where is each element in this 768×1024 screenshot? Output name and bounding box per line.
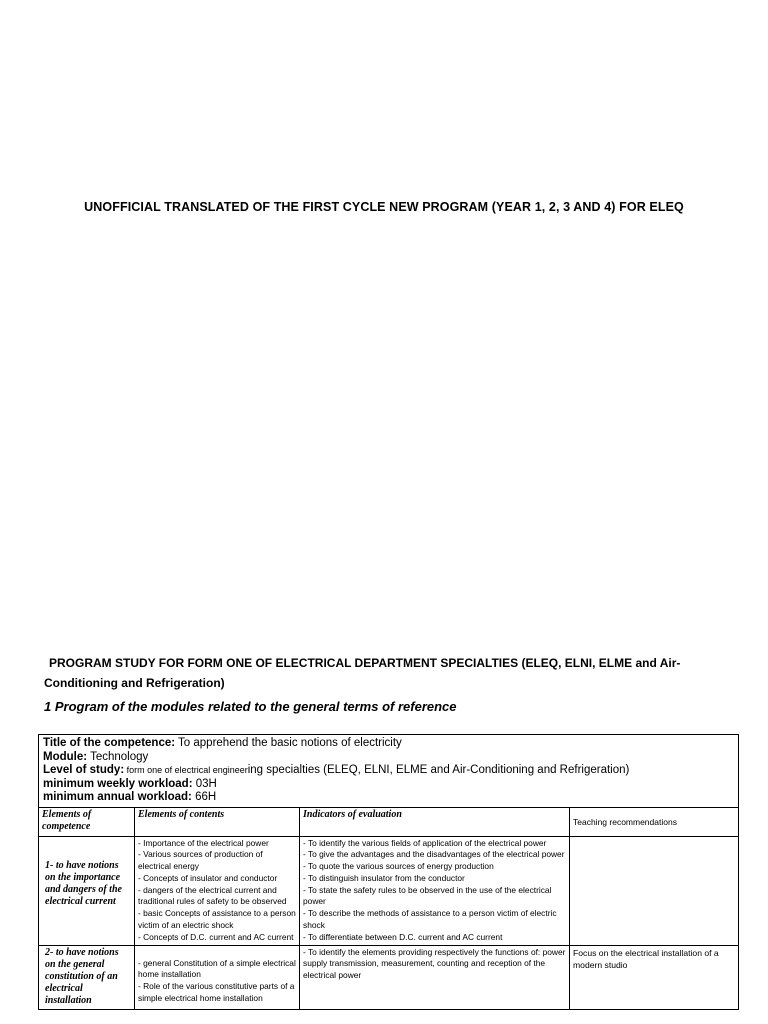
annual-workload-line (43, 791, 734, 805)
competence-title-value: To apprehend the basic notions of electricity (175, 737, 402, 749)
indicators-cell (300, 836, 570, 945)
annual-workload-value: 66H (191, 791, 217, 803)
program-table (38, 734, 739, 1010)
contents-cell (135, 836, 300, 945)
spacer (138, 947, 296, 958)
header-recommendations: Teaching recommendations (570, 807, 739, 836)
weekly-workload-value: 03H (192, 777, 217, 790)
header-contents: Elements of contents (135, 807, 300, 836)
list-item: - To identify the elements providing respectively the functions of: power supply transmission, measurement, counting and reception of the electrical power (303, 946, 566, 981)
section-subheading: 1 Program of the modules related to the general terms of reference (44, 699, 457, 714)
list-item: - dangers of the electrical current and traditional rules of safety to be observed (138, 884, 287, 907)
table-row (39, 836, 739, 945)
recommendation-cell: Focus on the electrical installation of a modern studio (570, 945, 739, 1009)
list-item: - Concepts of D.C. current and AC current (138, 931, 294, 942)
list-item: - Role of the various constitutive parts of a simple electrical home installation (138, 981, 295, 1004)
module-value: Technology (87, 750, 149, 763)
list-item: - Importance of the electrical power (138, 837, 269, 848)
list-item: - To describe the methods of assistance to a person victim of electric shock (303, 908, 557, 931)
level-value-small: form one of electrical engineer (124, 765, 248, 775)
info-row (39, 735, 739, 808)
competence-text: 2- to have notions on the general constitution of an electrical installation (45, 946, 119, 1007)
competence-title-label: Title of the competence: (43, 737, 176, 749)
list-item: - general Constitution of a simple electrical home installation (138, 957, 296, 980)
level-value-rest: ing specialties (ELEQ, ELNI, ELME and Air-Conditioning and Refrigeration) (247, 764, 630, 776)
weekly-workload-label: minimum weekly workload: (43, 777, 193, 790)
level-line (43, 764, 734, 778)
section-heading-line1: PROGRAM STUDY FOR FORM ONE OF ELECTRICAL DEPARTMENT SPECIALTIES (ELEQ, ELNI, ELME and Air- (49, 656, 681, 670)
section-heading-line2: Conditioning and Refrigeration) (44, 676, 225, 690)
module-line (43, 751, 734, 765)
contents-cell (135, 945, 300, 1009)
list-item: - To state the safety rules to be observed in the use of the electrical power (303, 884, 552, 907)
list-item: - To identify the various fields of application of the electrical power (303, 837, 547, 848)
header-competence: Elements of competence (39, 807, 135, 836)
header-row (39, 807, 739, 836)
weekly-workload-line (43, 778, 734, 792)
list-item: - Various sources of production of electrical energy (138, 849, 263, 872)
indicators-cell (300, 945, 570, 1009)
competence-cell (39, 836, 135, 945)
annual-workload-label: minimum annual workload: (43, 791, 192, 803)
competence-cell (39, 945, 135, 1009)
header-indicators: Indicators of evaluation (300, 807, 570, 836)
competence-text: 1- to have notions on the importance and dangers of the electrical current (45, 859, 122, 908)
level-label: Level of study: (43, 764, 125, 776)
competence-info-cell (39, 735, 739, 808)
competence-title-line (43, 737, 734, 751)
list-item: - basic Concepts of assistance to a person victim of an electric shock (138, 908, 296, 931)
list-item: - To differentiate between D.C. current and AC current (303, 931, 503, 942)
table-row (39, 945, 739, 1009)
list-item: - Concepts of insulator and conductor (138, 872, 278, 883)
module-label: Module: (43, 750, 88, 763)
list-item: - To give the advantages and the disadvantages of the electrical power (303, 849, 565, 860)
list-item: - To distinguish insulator from the conductor (303, 872, 465, 883)
list-item: - To quote the various sources of energy production (303, 861, 494, 872)
document-title: UNOFFICIAL TRANSLATED OF THE FIRST CYCLE NEW PROGRAM (YEAR 1, 2, 3 AND 4) FOR ELEQ (84, 200, 684, 214)
recommendation-cell (570, 836, 739, 945)
section-heading (44, 653, 724, 693)
